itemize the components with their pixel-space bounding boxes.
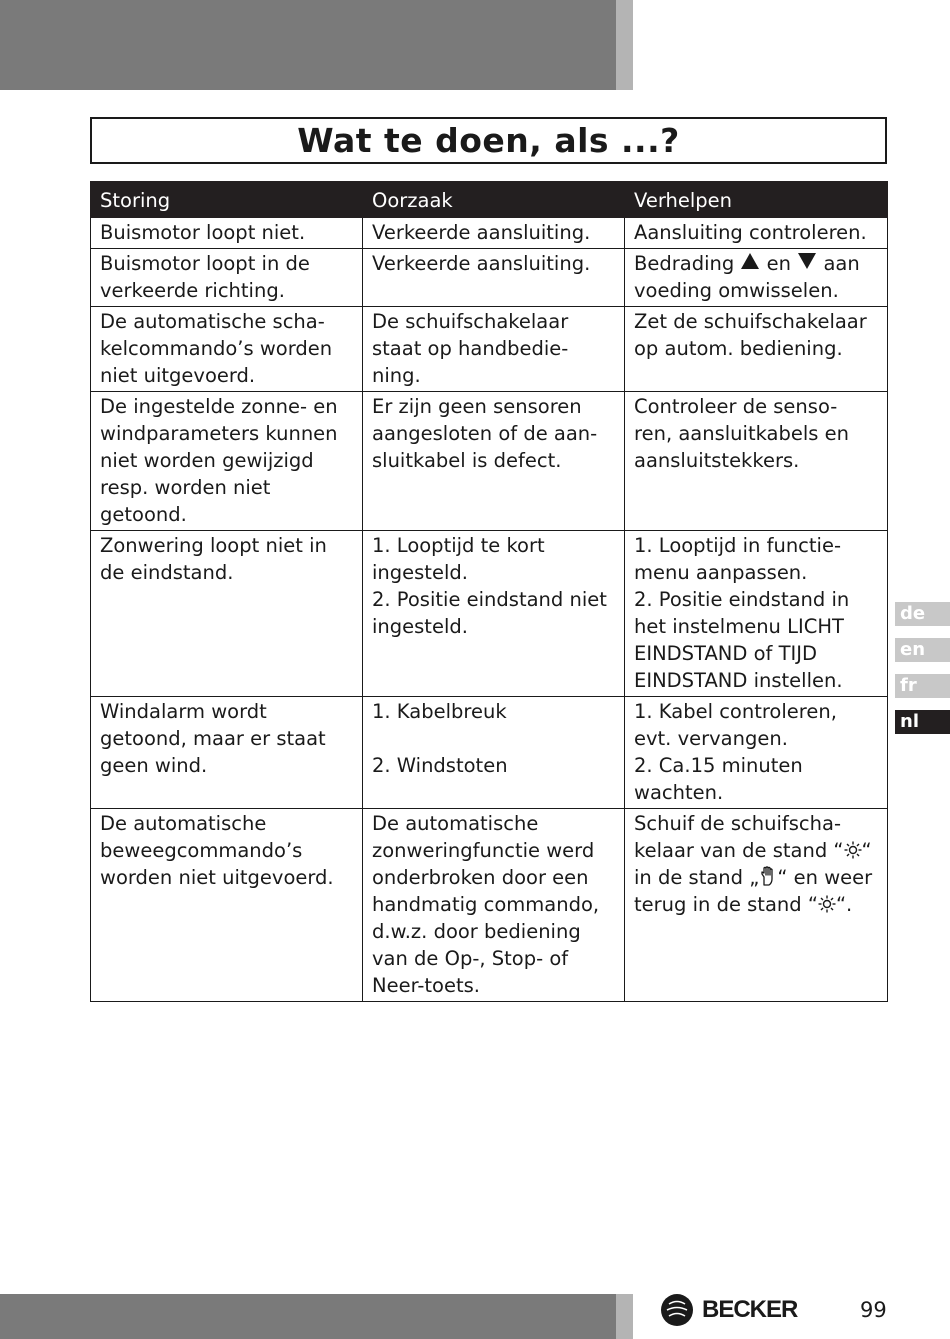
- sun-icon: [844, 841, 862, 859]
- cell-storing: [91, 307, 363, 392]
- top-band-edge: [616, 0, 633, 90]
- cell-text-line: [634, 837, 878, 864]
- top-gray-band: [0, 0, 616, 90]
- lang-tab-de[interactable]: de: [895, 602, 950, 626]
- cell-text: Bedrading: [634, 252, 735, 275]
- cell-text: Verkeerde aansluiting.: [372, 221, 591, 244]
- cell-storing: [91, 531, 363, 697]
- cell-text: 2. Windstoten: [372, 754, 508, 777]
- cell-storing: [91, 809, 363, 1002]
- cell-text: kelaar van de stand “: [634, 839, 844, 862]
- header-verhelpen: Verhelpen: [625, 182, 888, 218]
- cell-text: De ingestelde zonne- en windparameters kunnen niet worden gewijzigd resp. worden niet getoond.: [100, 395, 338, 526]
- cell-text: Aansluiting controleren.: [634, 221, 867, 244]
- cell-storing: [91, 249, 363, 307]
- cell-text: terug in de stand “: [634, 893, 818, 916]
- cell-text: “: [861, 839, 872, 862]
- cell-text: 1. Looptijd in functie- menu aanpassen. 2. Positie eindstand in het instelmenu LICHT EINDSTAND of TIJD EINDSTAND instellen.: [634, 534, 850, 692]
- cell-text: Zonwering loopt niet in de eindstand.: [100, 534, 327, 584]
- cell-oorzaak: [363, 307, 625, 392]
- lang-tab-nl[interactable]: nl: [895, 710, 950, 734]
- cell-oorzaak: [363, 249, 625, 307]
- bottom-gray-band: [0, 1294, 616, 1339]
- cell-text: Controleer de senso- ren, aansluitkabels en aansluitstekkers.: [634, 395, 850, 472]
- cell-text: Schuif de schuifscha-: [634, 812, 841, 835]
- cell-text: De automatische scha- kelcommando’s worden niet uitgevoerd.: [100, 310, 333, 387]
- cell-verhelpen: [625, 218, 888, 249]
- cell-verhelpen: [625, 249, 888, 307]
- header-storing: Storing: [91, 182, 363, 218]
- cell-text: Er zijn geen sensoren aangesloten of de aan- sluitkabel is defect.: [372, 395, 598, 472]
- cell-text: 1. Looptijd te kort ingesteld. 2. Positie eindstand niet ingesteld.: [372, 534, 607, 638]
- cell-text: “.: [835, 893, 853, 916]
- cell-verhelpen: [625, 809, 888, 1002]
- up-triangle-icon: [740, 252, 760, 270]
- cell-oorzaak: [363, 531, 625, 697]
- cell-verhelpen: [625, 392, 888, 531]
- table-row: [91, 809, 888, 1002]
- table-row: [91, 697, 888, 809]
- bottom-band-edge: [616, 1294, 633, 1339]
- cell-verhelpen: [625, 697, 888, 809]
- lang-tab-fr[interactable]: fr: [895, 674, 950, 698]
- brand-name: BECKER: [702, 1296, 798, 1323]
- cell-text: Buismotor loopt in de verkeerde richting.: [100, 252, 310, 302]
- cell-storing: [91, 697, 363, 809]
- table-row: [91, 218, 888, 249]
- cell-text-line: [634, 250, 878, 277]
- cell-text: in de stand „: [634, 866, 760, 889]
- table-row: [91, 531, 888, 697]
- cell-text: De schuifschakelaar staat op handbedie- ning.: [372, 310, 569, 387]
- cell-text: 1. Kabel controleren, evt. vervangen. 2. Ca.15 minuten wachten.: [634, 700, 837, 804]
- cell-oorzaak: [363, 392, 625, 531]
- cell-text: De automatische zonweringfunctie werd onderbroken door een handmatig commando, d.w.z. door bediening van de Op-, Stop- of Neer-toets.: [372, 812, 600, 997]
- page-title: Wat te doen, als ...?: [297, 121, 680, 160]
- troubleshooting-table: [90, 181, 888, 1002]
- cell-spacer: [372, 725, 615, 752]
- cell-text: De automatische beweegcommando’s worden niet uitgevoerd.: [100, 812, 334, 889]
- cell-text: Verkeerde aansluiting.: [372, 252, 591, 275]
- cell-oorzaak: [363, 697, 625, 809]
- title-box: [90, 117, 887, 164]
- table-header-row: [91, 182, 888, 218]
- cell-text: Buismotor loopt niet.: [100, 221, 306, 244]
- cell-text: “ en weer: [777, 866, 873, 889]
- cell-text: Windalarm wordt getoond, maar er staat geen wind.: [100, 700, 326, 777]
- becker-emblem-icon: [660, 1293, 694, 1327]
- sun-icon: [818, 895, 836, 913]
- hand-icon: [759, 866, 777, 886]
- becker-logo: [660, 1292, 808, 1328]
- language-tabs: [895, 602, 950, 746]
- table-row: [91, 307, 888, 392]
- cell-text: 1. Kabelbreuk: [372, 700, 507, 723]
- cell-verhelpen: [625, 531, 888, 697]
- cell-verhelpen: [625, 307, 888, 392]
- cell-oorzaak: [363, 218, 625, 249]
- cell-text: aan: [823, 252, 860, 275]
- down-triangle-icon: [797, 252, 817, 270]
- page-number: 99: [860, 1298, 887, 1322]
- cell-text: en: [766, 252, 792, 275]
- cell-storing: [91, 218, 363, 249]
- cell-text-line: [634, 864, 878, 891]
- header-oorzaak: Oorzaak: [363, 182, 625, 218]
- table-row: [91, 249, 888, 307]
- cell-storing: [91, 392, 363, 531]
- cell-text: Zet de schuifschakelaar op autom. bediening.: [634, 310, 867, 360]
- cell-text-line: [634, 891, 878, 918]
- table-row: [91, 392, 888, 531]
- cell-text: voeding omwisselen.: [634, 279, 839, 302]
- lang-tab-en[interactable]: en: [895, 638, 950, 662]
- cell-oorzaak: [363, 809, 625, 1002]
